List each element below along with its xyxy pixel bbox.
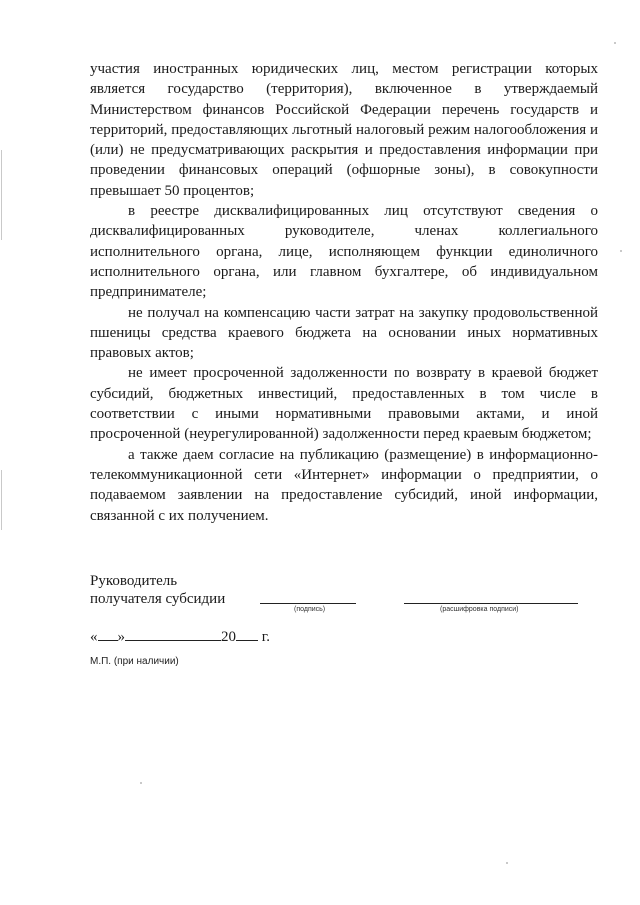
- scan-edge-mark: [1, 150, 2, 240]
- scan-edge-mark: [1, 470, 2, 530]
- paragraph-publication-consent: а также даем согласие на публикацию (размещение) в информационно-телекоммуникационной сети «Интернет» информации о предприятии, о подаваемом заявлении на предоставление субсидий, иной информации, связанной с их получением.: [90, 446, 598, 524]
- year-suffix: г.: [261, 629, 270, 645]
- scan-speck: [620, 250, 622, 252]
- paragraph-offshore: участия иностранных юридических лиц, местом регистрации которых является государство (территория), включенное в утверждаемый Министерством финансов Российской Федерации перечень государств и территорий, предоставляющих льготный налоговый режим налогообложения и (или) не предусматривающих раскрытия и предоставления информации при проведении финансовых операций (офшорные зоны), в совокупности превышает 50 процентов;: [90, 61, 598, 199]
- scan-speck: [140, 782, 142, 784]
- year-prefix: 20: [221, 629, 236, 645]
- date-close-quote: »: [117, 629, 125, 645]
- paragraph-overdue-debt: не имеет просроченной задолженности по возврату в краевой бюджет субсидий, бюджетных инвестиций, предоставленных в том числе в соответствии с иными нормативными правовыми актами, и иной просроченной (неурегулированной) задолженности перед краевым бюджетом;: [90, 365, 598, 443]
- paragraph-disqualified-registry: в реестре дисквалифицированных лиц отсутствуют сведения о дисквалифицированных руководителе, членах коллегиального исполнительного органа, лице, исполняющем функции единоличного исполнительного органа, или главном бухгалтере, об индивидуальном предпринимателе;: [90, 203, 598, 301]
- body-text: [90, 59, 598, 526]
- month-blank: [125, 627, 221, 641]
- signature-line: [260, 603, 356, 604]
- paragraph-wheat-compensation: не получал на компенсацию части затрат на закупку продовольственной пшеницы средства краевого бюджета на основании иных нормативных правовых актов;: [90, 304, 598, 362]
- signer-role-line1: Руководитель: [90, 573, 178, 589]
- scan-speck: [506, 862, 508, 864]
- date-open-quote: «: [90, 629, 98, 645]
- year-blank: [236, 627, 258, 641]
- day-blank: [98, 627, 118, 641]
- signer-role-line2: получателя субсидии: [90, 591, 226, 607]
- transcript-caption: (расшифровка подписи): [440, 606, 519, 613]
- date-line: [90, 627, 270, 646]
- scan-speck: [614, 42, 616, 44]
- stamp-note: М.П. (при наличии): [90, 656, 179, 667]
- signature-caption: (подпись): [294, 606, 326, 613]
- signature-transcript-line: [404, 603, 578, 604]
- signature-block: [90, 572, 600, 613]
